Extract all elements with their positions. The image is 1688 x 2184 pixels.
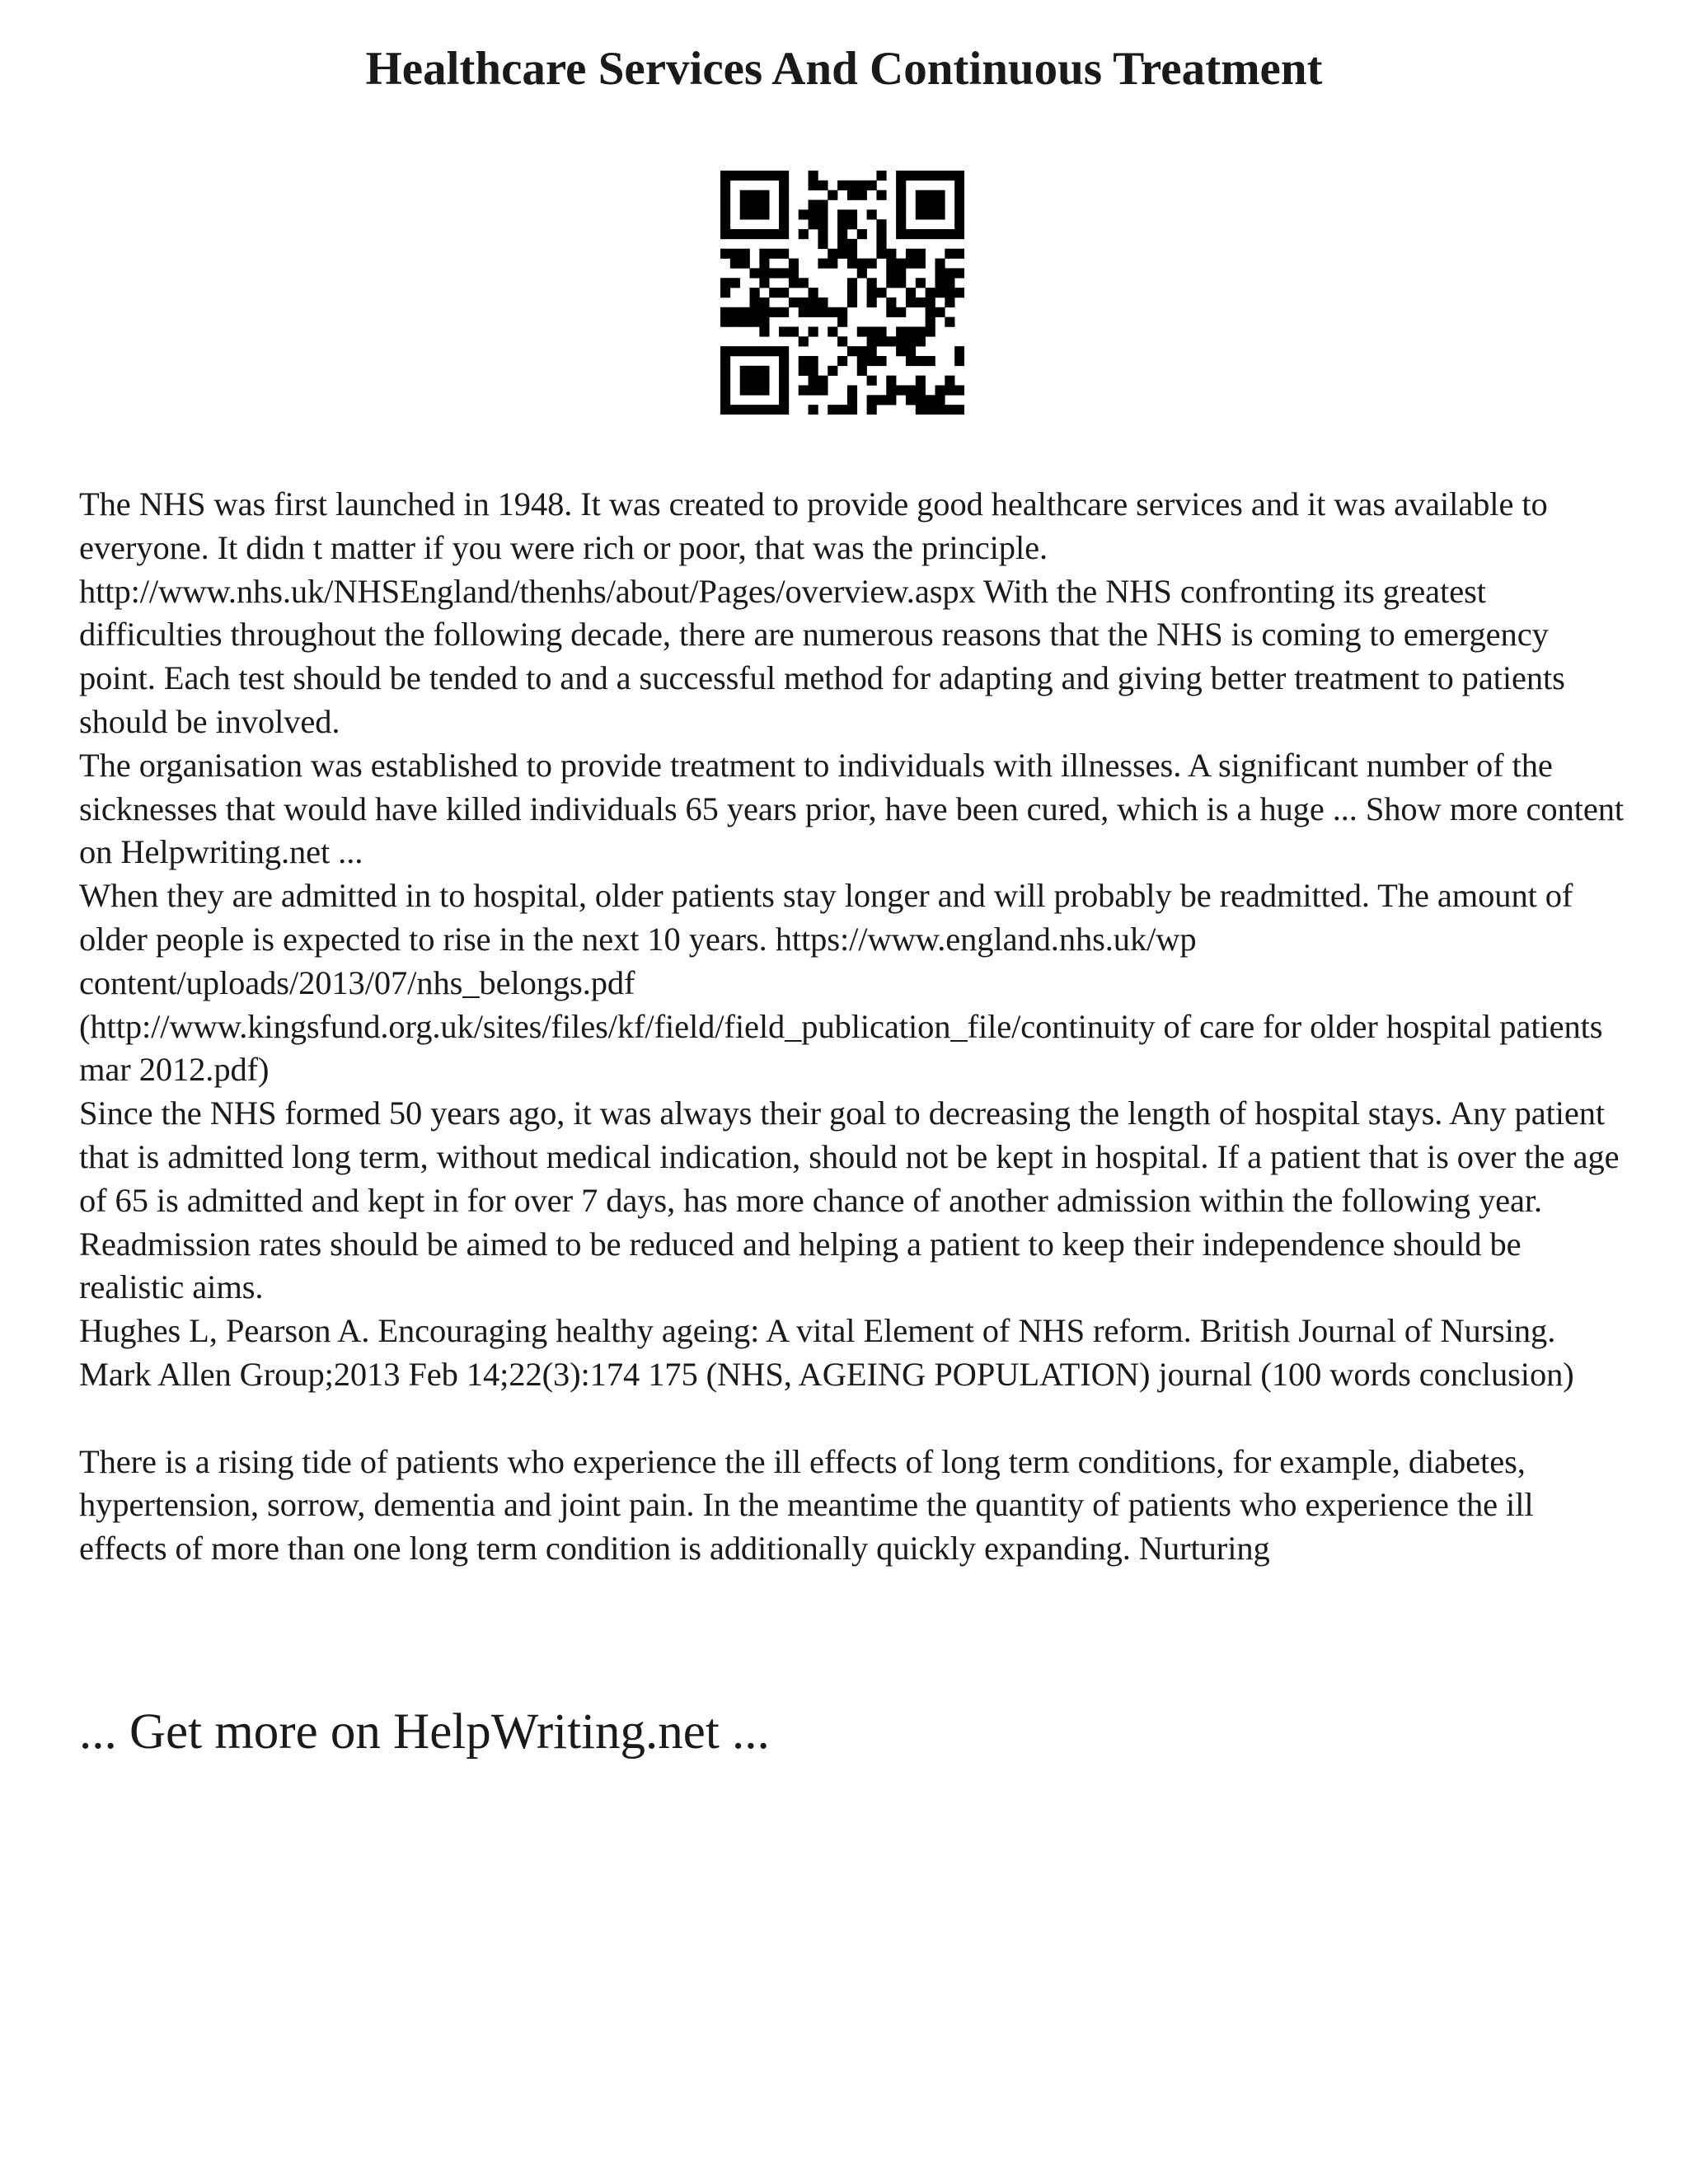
document-title: Healthcare Services And Continuous Treatment [365, 43, 1323, 95]
document-body [79, 483, 1629, 1571]
paragraph-organisation: The organisation was established to provide treatment to individuals with illnesses. A significant number of the sicknesses that would have killed individuals 65 years prior, have been cured, which is a huge ... Show more content on Helpwriting.net ... [79, 746, 1625, 871]
paragraph-reference: Hughes L, Pearson A. Encouraging healthy ageing: A vital Element of NHS reform. British Journal of Nursing. Mark Allen Group;2013 Feb 14;22(3):174 175 (NHS, AGEING POPULATION) journal (100 words conclusion) [79, 1312, 1574, 1393]
paragraph-older-patients: When they are admitted in to hospital, older patients stay longer and will probably be readmitted. The amount of older people is expected to rise in the next 10 years. https://www.england.nhs.uk/wp content/uploads/2013/07/nhs_belongs.pdf (http://www.kingsfund.org.uk/sites/files/kf/field/field_publication_file/continuity of care for older hospital patients mar 2012.pdf) [79, 877, 1603, 1089]
paragraph-hospital-stays: Since the NHS formed 50 years ago, it was always their goal to decreasing the length of hospital stays. Any patient that is admitted long term, without medical indication, should not be kept in hospital. If a patient that is over the age of 65 is admitted and kept in for over 7 days, has more chance of another admission within the following year. Readmission rates should be aimed to be reduced and helping a patient to keep their independence should be realistic aims. [79, 1094, 1620, 1306]
paragraph-long-term-conditions: There is a rising tide of patients who experience the ill effects of long term conditions, for example, diabetes, hypertension, sorrow, dementia and joint pain. In the meantime the quantity of patients who experience the ill effects of more than one long term condition is additionally quickly expanding. Nurturing [79, 1442, 1534, 1568]
get-more-link[interactable]: ... Get more on HelpWriting.net ... [79, 1704, 770, 1760]
qr-code-icon [720, 171, 964, 415]
paragraph-nhs-launch: The NHS was first launched in 1948. It was created to provide good healthcare services and it was available to everyone. It didn t matter if you were rich or poor, that was the principle. http://www.nhs.uk/NHSEngland/thenhs/about/Pages/overview.aspx With the NHS confronting its greatest difficulties throughout the following decade, there are numerous reasons that the NHS is coming to emergency point. Each test should be tended to and a successful method for adapting and giving better treatment to patients should be involved. [79, 485, 1565, 740]
